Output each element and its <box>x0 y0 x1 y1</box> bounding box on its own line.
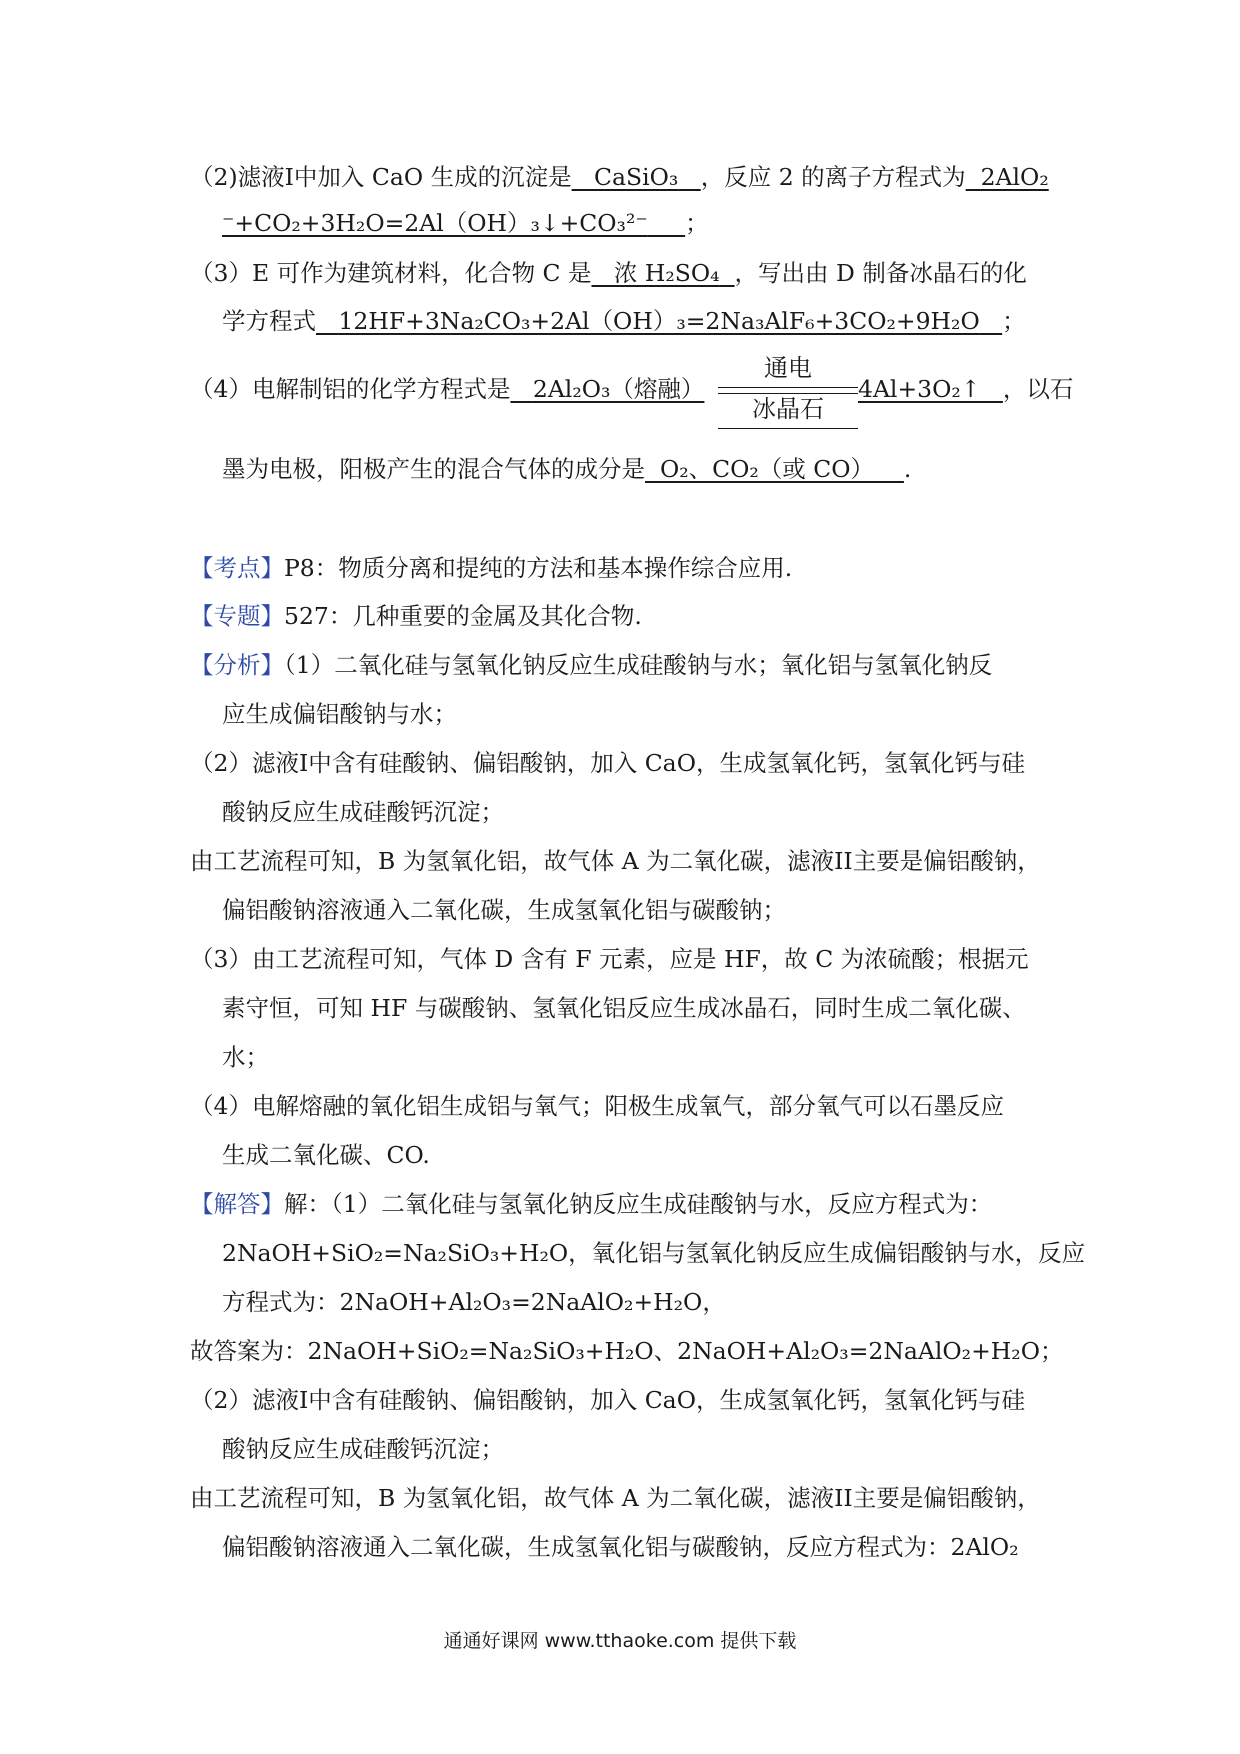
q4-prefix-2: 墨为电极，阳极产生的混合气体的成分是 <box>222 455 645 483</box>
q2-equation-cont: ⁻+CO₂+3H₂O=2Al（OH）₃↓+CO₃²⁻ <box>222 209 648 237</box>
fenxi-line-5: 偏铝酸钠溶液通入二氧化碳，生成氢氧化铝与碳酸钠； <box>222 896 786 924</box>
q4-eq-left: 2Al₂O₃（熔融） <box>532 375 705 403</box>
q4-line-1 <box>190 372 704 406</box>
q3-line-2 <box>222 304 1026 338</box>
q4-condition-underline <box>718 428 858 429</box>
zhuanti-tag: 【专题】 <box>190 602 284 630</box>
fenxi-line-9: （4）电解熔融的氧化铝生成铝与氧气；阳极生成氧气，部分氧气可以石墨反应 <box>190 1092 1004 1120</box>
q4-condition-bar-upper <box>718 387 858 388</box>
fenxi-line-4: 由工艺流程可知，B 为氢氧化铝，故气体 A 为二氧化碳，滤液II主要是偏铝酸钠， <box>190 847 1041 875</box>
jieda-line-7: 偏铝酸钠溶液通入二氧化碳，生成氢氧化铝与碳酸钠，反应方程式为：2AlO₂ <box>222 1533 1019 1561</box>
jieda-line-4: （2）滤液I中含有硅酸钠、偏铝酸钠，加入 CaO，生成氢氧化钙，氢氧化钙与硅 <box>190 1386 1025 1414</box>
q4-line-1-right <box>858 372 1073 406</box>
q2-end: ； <box>685 209 709 237</box>
jieda-line-3: 故答案为：2NaOH+SiO₂=Na₂SiO₃+H₂O、2NaOH+Al₂O₃=2NaAlO₂+H₂O； <box>190 1337 1064 1365</box>
kaodian-line <box>190 551 792 585</box>
q3-line-1 <box>190 256 1027 290</box>
fenxi-line-2: （2）滤液I中含有硅酸钠、偏铝酸钠，加入 CaO，生成氢氧化钙，氢氧化钙与硅 <box>190 749 1025 777</box>
zhuanti-line <box>190 599 642 633</box>
q2-prefix: （2)滤液I中加入 CaO 生成的沉淀是 <box>190 163 572 191</box>
q4-end: . <box>903 455 912 483</box>
fenxi-line-10: 生成二氧化碳、CO. <box>222 1141 430 1169</box>
q4-suffix: ，以石 <box>1002 375 1074 403</box>
jieda-line-5: 酸钠反应生成硅酸钙沉淀； <box>222 1435 504 1463</box>
kaodian-tag: 【考点】 <box>190 554 284 582</box>
q3-end: ； <box>1002 307 1026 335</box>
jieda-line-6: 由工艺流程可知，B 为氢氧化铝，故气体 A 为二氧化碳，滤液II主要是偏铝酸钠， <box>190 1484 1041 1512</box>
q3-equation-answer: 12HF+3Na₂CO₃+2Al（OH）₃=2Na₃AlF₆+3CO₂+9H₂O <box>338 307 980 335</box>
q4-condition-top: 通电 <box>764 354 812 382</box>
fenxi-tag: 【分析】 <box>190 651 284 679</box>
kaodian-text: P8：物质分离和提纯的方法和基本操作综合应用. <box>284 554 793 582</box>
fenxi-line-0 <box>190 648 992 682</box>
q2-equation-start: 2AlO₂ <box>980 163 1049 191</box>
fenxi-line-6: （3）由工艺流程可知，气体 D 含有 F 元素，应是 HF，故 C 为浓硫酸；根据元 <box>190 945 1029 973</box>
jieda-line-0 <box>190 1187 992 1221</box>
q3-compound-c-answer: 浓 H₂SO₄ <box>613 259 720 287</box>
fenxi-line-7: 素守恒，可知 HF 与碳酸钠、氢氧化铝反应生成冰晶石，同时生成二氧化碳、 <box>222 994 1026 1022</box>
q2-precipitate-answer: CaSiO₃ <box>594 163 679 191</box>
q3-suffix: ，写出由 D 制备冰晶石的化 <box>734 259 1027 287</box>
jieda-line-2: 方程式为：2NaOH+Al₂O₃=2NaAlO₂+H₂O， <box>222 1288 726 1316</box>
q4-gas-answer: O₂、CO₂（或 CO） <box>659 455 875 483</box>
jieda-line-1: 2NaOH+SiO₂=Na₂SiO₃+H₂O，氧化铝与氢氧化钠反应生成偏铝酸钠与水，反应 <box>222 1239 1086 1267</box>
fenxi-line-3: 酸钠反应生成硅酸钙沉淀； <box>222 798 504 826</box>
fenxi-line-8: 水； <box>222 1043 269 1071</box>
jieda-text: 解：（1）二氧化硅与氢氧化钠反应生成硅酸钠与水，反应方程式为： <box>284 1190 993 1218</box>
q3-prefix: （3）E 可作为建筑材料，化合物 C 是 <box>190 259 592 287</box>
q4-condition-bottom: 冰晶石 <box>752 395 824 423</box>
jieda-tag: 【解答】 <box>190 1190 284 1218</box>
q4-eq-right: 4Al+3O₂↑ <box>858 375 981 403</box>
q4-prefix: （4）电解制铝的化学方程式是 <box>190 375 511 403</box>
q2-line-2 <box>222 206 709 240</box>
fenxi-text: （1）二氧化硅与氢氧化钠反应生成硅酸钠与水；氧化铝与氢氧化钠反 <box>284 651 993 679</box>
q2-line-1 <box>190 160 1049 194</box>
q3-prefix-2: 学方程式 <box>222 307 316 335</box>
zhuanti-text: 527：几种重要的金属及其化合物. <box>284 602 642 630</box>
q2-mid: ，反应 2 的离子方程式为 <box>700 163 966 191</box>
fenxi-line-1: 应生成偏铝酸钠与水； <box>222 700 457 728</box>
q4-line-2 <box>222 452 911 486</box>
footer-credit: 通通好课网 www.tthaoke.com 提供下载 <box>443 1630 797 1652</box>
